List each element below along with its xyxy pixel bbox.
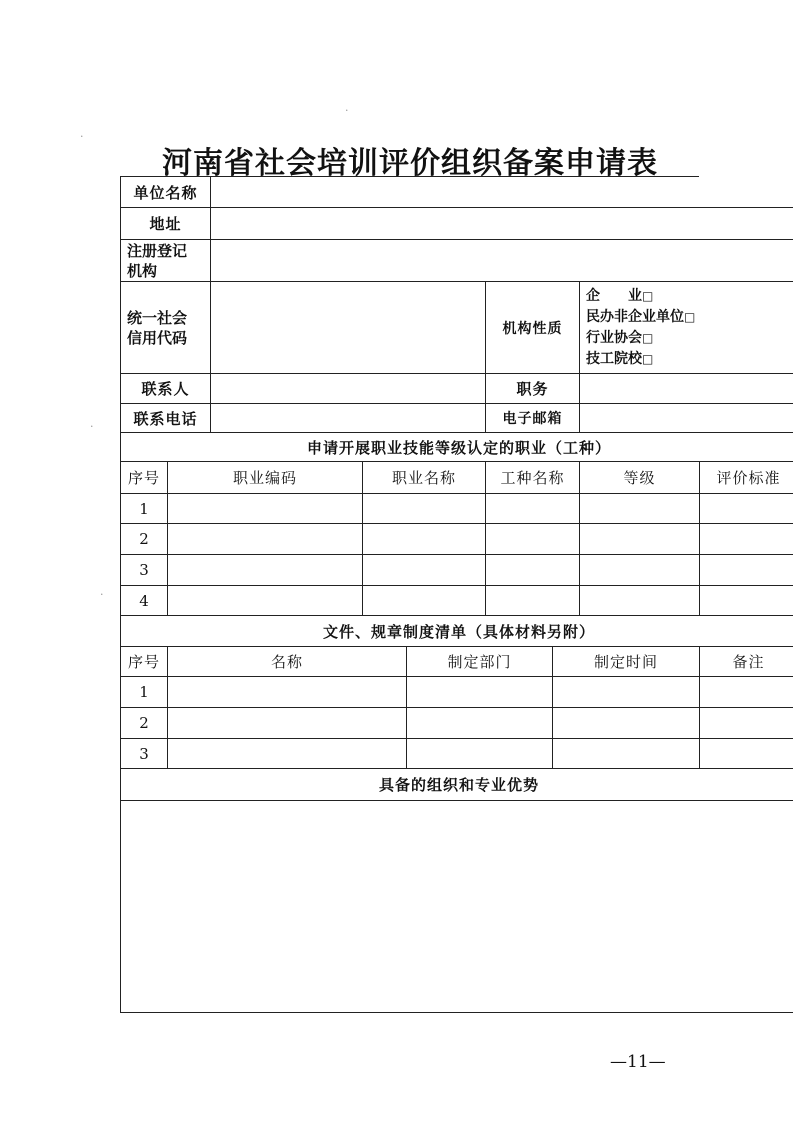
advantages-section-title: 具备的组织和专业优势 [121,769,793,801]
credit-code-label-line1: 统一社会 [127,308,188,327]
credit-code-label-line2: 信用代码 [127,328,188,347]
org-nature-label: 机构性质 [486,282,580,374]
scan-speck: · [90,420,94,433]
documents-remarks-cell[interactable] [700,739,793,769]
position-label: 职务 [486,374,580,404]
occupation-type-cell[interactable] [486,555,580,586]
unit-name-field[interactable] [211,177,793,208]
scan-speck: · [100,588,104,601]
contact-phone-label: 联系电话 [121,404,211,433]
occupation-name-cell[interactable] [363,586,486,616]
occupation-header-index: 序号 [121,462,168,494]
scan-speck: · [80,130,84,143]
advantages-field[interactable] [121,801,793,1013]
registration-org-label-line1: 注册登记 [127,241,188,260]
position-field[interactable] [580,374,793,404]
documents-section-title: 文件、规章制度清单（具体材料另附） [121,616,793,647]
org-nature-option-technical-school[interactable]: 技工院校□ [586,350,654,367]
email-field[interactable] [580,404,793,433]
documents-remarks-cell[interactable] [700,708,793,739]
address-label: 地址 [121,208,211,240]
documents-header-index: 序号 [121,647,168,677]
occupation-header-name: 职业名称 [363,462,486,494]
documents-department-cell[interactable] [407,739,553,769]
documents-row-index: 3 [121,739,168,769]
documents-header-remarks: 备注 [700,647,793,677]
checkbox-icon[interactable]: □ [642,288,654,303]
registration-org-label [121,240,211,282]
occupation-type-cell[interactable] [486,494,580,524]
occupation-code-cell[interactable] [168,555,363,586]
occupation-name-cell[interactable] [363,524,486,555]
occupation-header-type: 工种名称 [486,462,580,494]
occupation-code-cell[interactable] [168,586,363,616]
occupation-code-cell[interactable] [168,524,363,555]
documents-row-index: 1 [121,677,168,708]
occupation-row-index: 2 [121,524,168,555]
occupation-standard-cell[interactable] [700,586,793,616]
page-number: —11— [610,1052,666,1072]
documents-name-cell[interactable] [168,708,407,739]
occupation-standard-cell[interactable] [700,524,793,555]
occupation-name-cell[interactable] [363,555,486,586]
occupation-type-cell[interactable] [486,586,580,616]
occupation-code-cell[interactable] [168,494,363,524]
contact-person-field[interactable] [211,374,486,404]
email-label: 电子邮箱 [486,404,580,433]
occupation-level-cell[interactable] [580,524,700,555]
contact-person-label: 联系人 [121,374,211,404]
occupation-header-code: 职业编码 [168,462,363,494]
address-field[interactable] [211,208,793,240]
org-nature-option-industry-association[interactable]: 行业协会□ [586,329,654,346]
credit-code-label [121,282,211,374]
documents-header-department: 制定部门 [407,647,553,677]
occupation-header-level: 等级 [580,462,700,494]
org-nature-options [580,282,793,374]
occupation-standard-cell[interactable] [700,494,793,524]
documents-header-name: 名称 [168,647,407,677]
credit-code-field[interactable] [211,282,486,374]
documents-date-cell[interactable] [553,739,700,769]
documents-date-cell[interactable] [553,708,700,739]
org-nature-option-enterprise[interactable]: 企 业□ [586,287,654,304]
documents-department-cell[interactable] [407,677,553,708]
documents-name-cell[interactable] [168,677,407,708]
occupation-row-index: 3 [121,555,168,586]
contact-phone-field[interactable] [211,404,486,433]
occupation-section-title: 申请开展职业技能等级认定的职业（工种） [121,433,793,462]
documents-name-cell[interactable] [168,739,407,769]
checkbox-icon[interactable]: □ [684,309,696,324]
documents-row-index: 2 [121,708,168,739]
documents-department-cell[interactable] [407,708,553,739]
documents-remarks-cell[interactable] [700,677,793,708]
page-title: 河南省社会培训评价组织备案申请表 [162,146,658,181]
occupation-row-index: 1 [121,494,168,524]
scan-speck: · [345,104,349,117]
checkbox-icon[interactable]: □ [642,330,654,345]
org-nature-option-private-nonenterprise[interactable]: 民办非企业单位□ [586,308,696,325]
application-form-table [120,176,781,1013]
occupation-level-cell[interactable] [580,494,700,524]
occupation-header-standard: 评价标准 [700,462,793,494]
registration-org-field[interactable] [211,240,793,282]
registration-org-label-line2: 机构 [127,261,158,280]
occupation-name-cell[interactable] [363,494,486,524]
documents-date-cell[interactable] [553,677,700,708]
unit-name-label: 单位名称 [121,177,211,208]
occupation-type-cell[interactable] [486,524,580,555]
occupation-level-cell[interactable] [580,555,700,586]
documents-header-date: 制定时间 [553,647,700,677]
checkbox-icon[interactable]: □ [642,351,654,366]
occupation-level-cell[interactable] [580,586,700,616]
occupation-row-index: 4 [121,586,168,616]
occupation-standard-cell[interactable] [700,555,793,586]
